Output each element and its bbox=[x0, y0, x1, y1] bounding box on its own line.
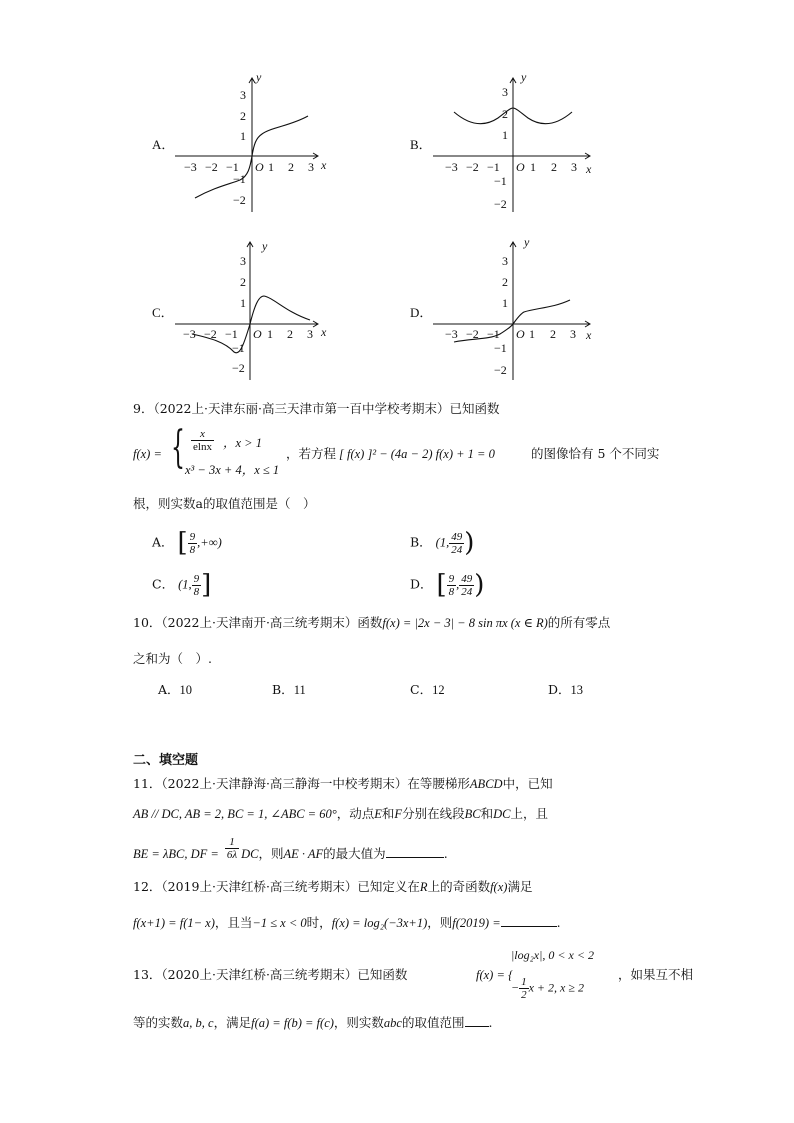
q10-option-b[interactable]: B．11 bbox=[272, 682, 306, 697]
q11-title: 11．（2022上·天津静海·高三静海一中校考期末）在等腰梯形ABCD中，已知 bbox=[133, 776, 553, 791]
svg-text:−2: −2 bbox=[466, 327, 479, 341]
svg-text:3: 3 bbox=[502, 85, 508, 99]
q12-line2: f(x+1) = f(1− x)，且当−1 ≤ x < 0时，f(x) = log₂(−3x+1)，则f(2019) = . bbox=[133, 915, 561, 930]
origin-label: O bbox=[255, 160, 264, 174]
q10-option-d[interactable]: D．13 bbox=[548, 682, 584, 697]
q10-option-c[interactable]: C．12 bbox=[410, 682, 445, 697]
q10-title: 10．（2022上·天津南开·高三统考期末）函数f(x) = |2x − 3| − 8 sin πx (x ∈ R)的所有零点 bbox=[133, 615, 611, 630]
svg-text:x: x bbox=[586, 328, 592, 342]
graph-b-label: B． bbox=[410, 137, 432, 152]
svg-text:2: 2 bbox=[287, 327, 293, 341]
graph-d-label: D． bbox=[410, 305, 433, 320]
svg-text:−1: −1 bbox=[233, 172, 246, 186]
svg-text:3: 3 bbox=[571, 160, 577, 174]
q11-line2: AB // DC, AB = 2, BC = 1, ∠ABC = 60°，动点E和F分别在线段BC和DC上，且 bbox=[133, 806, 548, 821]
svg-text:y: y bbox=[262, 239, 268, 253]
section-title: 二、填空题 bbox=[133, 753, 199, 768]
q9-title: 9．（2022上·天津东丽·高三天津市第一百中学校考期末）已知函数 bbox=[133, 401, 500, 416]
svg-text:O: O bbox=[253, 327, 262, 341]
svg-text:1: 1 bbox=[502, 128, 508, 142]
q9-equation: [ f(x) ]² − (4a − 2) f(x) + 1 = 0 bbox=[339, 447, 495, 461]
svg-text:−3: −3 bbox=[184, 160, 197, 174]
graph-a bbox=[170, 72, 335, 217]
graph-c-label: C． bbox=[152, 305, 174, 320]
svg-text:1: 1 bbox=[267, 327, 273, 341]
q10-function: f(x) = |2x − 3| − 8 sin πx (x ∈ R) bbox=[382, 616, 548, 630]
svg-text:−1: −1 bbox=[232, 341, 245, 355]
graph-b bbox=[428, 72, 593, 217]
graph-d bbox=[428, 235, 593, 383]
svg-text:1: 1 bbox=[529, 327, 535, 341]
svg-text:−1: −1 bbox=[487, 160, 500, 174]
q9-mid: ，若方程 bbox=[286, 446, 337, 461]
svg-text:−1: −1 bbox=[494, 174, 507, 188]
svg-text:2: 2 bbox=[551, 160, 557, 174]
svg-text:−1: −1 bbox=[225, 327, 238, 341]
svg-text:−2: −2 bbox=[204, 327, 217, 341]
svg-text:−2: −2 bbox=[232, 361, 245, 375]
q9-f-label: f(x) = bbox=[133, 447, 162, 461]
svg-text:3: 3 bbox=[240, 88, 246, 102]
svg-text:−1: −1 bbox=[226, 160, 239, 174]
svg-text:−2: −2 bbox=[466, 160, 479, 174]
q9-case1-num: x bbox=[191, 428, 214, 441]
q13-title: 13．（2020上·天津红桥·高三统考期末）已知函数 f(x) = { |log₂x|, 0 < x < 2 − $\frac{1}{2}$ x + 2, x ≥ 2 ，如果互不相 bbox=[133, 948, 694, 1001]
graph-a-label: A． bbox=[152, 137, 175, 152]
svg-text:1: 1 bbox=[240, 129, 246, 143]
q9-case1-cond: ，x > 1 bbox=[223, 436, 262, 450]
svg-text:1: 1 bbox=[240, 296, 246, 310]
svg-text:2: 2 bbox=[288, 160, 294, 174]
svg-text:x: x bbox=[586, 162, 592, 176]
svg-text:2: 2 bbox=[502, 107, 508, 121]
svg-text:2: 2 bbox=[550, 327, 556, 341]
svg-text:x: x bbox=[321, 325, 327, 339]
svg-text:3: 3 bbox=[240, 254, 246, 268]
svg-text:−3: −3 bbox=[445, 160, 458, 174]
svg-text:3: 3 bbox=[570, 327, 576, 341]
q13-answer-blank[interactable] bbox=[465, 1026, 489, 1027]
svg-text:y: y bbox=[521, 70, 527, 84]
q9-case2: x³ − 3x + 4，x ≤ 1 bbox=[185, 463, 280, 477]
q10-option-a[interactable]: A．10 bbox=[158, 682, 193, 697]
q9-option-b[interactable]: B． (1, $\frac{49}{24}$ ) bbox=[410, 528, 475, 558]
y-axis-label: y bbox=[256, 70, 262, 84]
svg-text:3: 3 bbox=[502, 254, 508, 268]
q10-line2: 之和为（ ）. bbox=[133, 651, 212, 666]
q9-option-a[interactable]: A． [ $\frac{9}{8}$ ,+∞) bbox=[152, 528, 222, 558]
q9-tail: 的图像恰有 5 个不同实 bbox=[531, 446, 660, 461]
q12-title: 12．（2019上·天津红桥·高三统考期末）已知定义在R上的奇函数f(x)满足 bbox=[133, 879, 533, 894]
svg-text:−1: −1 bbox=[487, 327, 500, 341]
svg-text:−2: −2 bbox=[233, 193, 246, 207]
q13-line2: 等的实数a, b, c，满足f(a) = f(b) = f(c)，则实数abc的取值范围 . bbox=[133, 1015, 493, 1030]
svg-text:1: 1 bbox=[530, 160, 536, 174]
x-axis-label: x bbox=[321, 158, 327, 172]
svg-text:y: y bbox=[524, 235, 530, 249]
svg-text:3: 3 bbox=[308, 160, 314, 174]
svg-text:O: O bbox=[516, 327, 525, 341]
svg-text:−1: −1 bbox=[494, 341, 507, 355]
graph-c bbox=[170, 238, 335, 383]
q11-answer-blank[interactable] bbox=[386, 857, 444, 858]
svg-text:−2: −2 bbox=[494, 363, 507, 377]
svg-text:3: 3 bbox=[307, 327, 313, 341]
q11-line3: BE = λBC, DF = $\frac{1}{6\lambda}$ DC，则AE · AF的最大值为 . bbox=[133, 836, 448, 861]
svg-text:O: O bbox=[516, 160, 525, 174]
svg-text:−2: −2 bbox=[494, 197, 507, 211]
q9-line2: 根，则实数a的取值范围是（ ） bbox=[133, 496, 316, 511]
q12-answer-blank[interactable] bbox=[501, 926, 557, 927]
svg-text:−3: −3 bbox=[183, 327, 196, 341]
svg-text:−3: −3 bbox=[445, 327, 458, 341]
svg-text:1: 1 bbox=[502, 296, 508, 310]
svg-text:2: 2 bbox=[240, 275, 246, 289]
q9-option-d[interactable]: D． [ $\frac{9}{8}$ , $\frac{49}{24}$ ) bbox=[410, 570, 485, 600]
svg-text:2: 2 bbox=[240, 109, 246, 123]
svg-text:−2: −2 bbox=[205, 160, 218, 174]
q9-case1-den: elnx bbox=[193, 441, 212, 453]
q9-option-c[interactable]: C． (1, $\frac{9}{8}$ ] bbox=[152, 570, 212, 600]
svg-text:2: 2 bbox=[502, 275, 508, 289]
svg-text:1: 1 bbox=[268, 160, 274, 174]
